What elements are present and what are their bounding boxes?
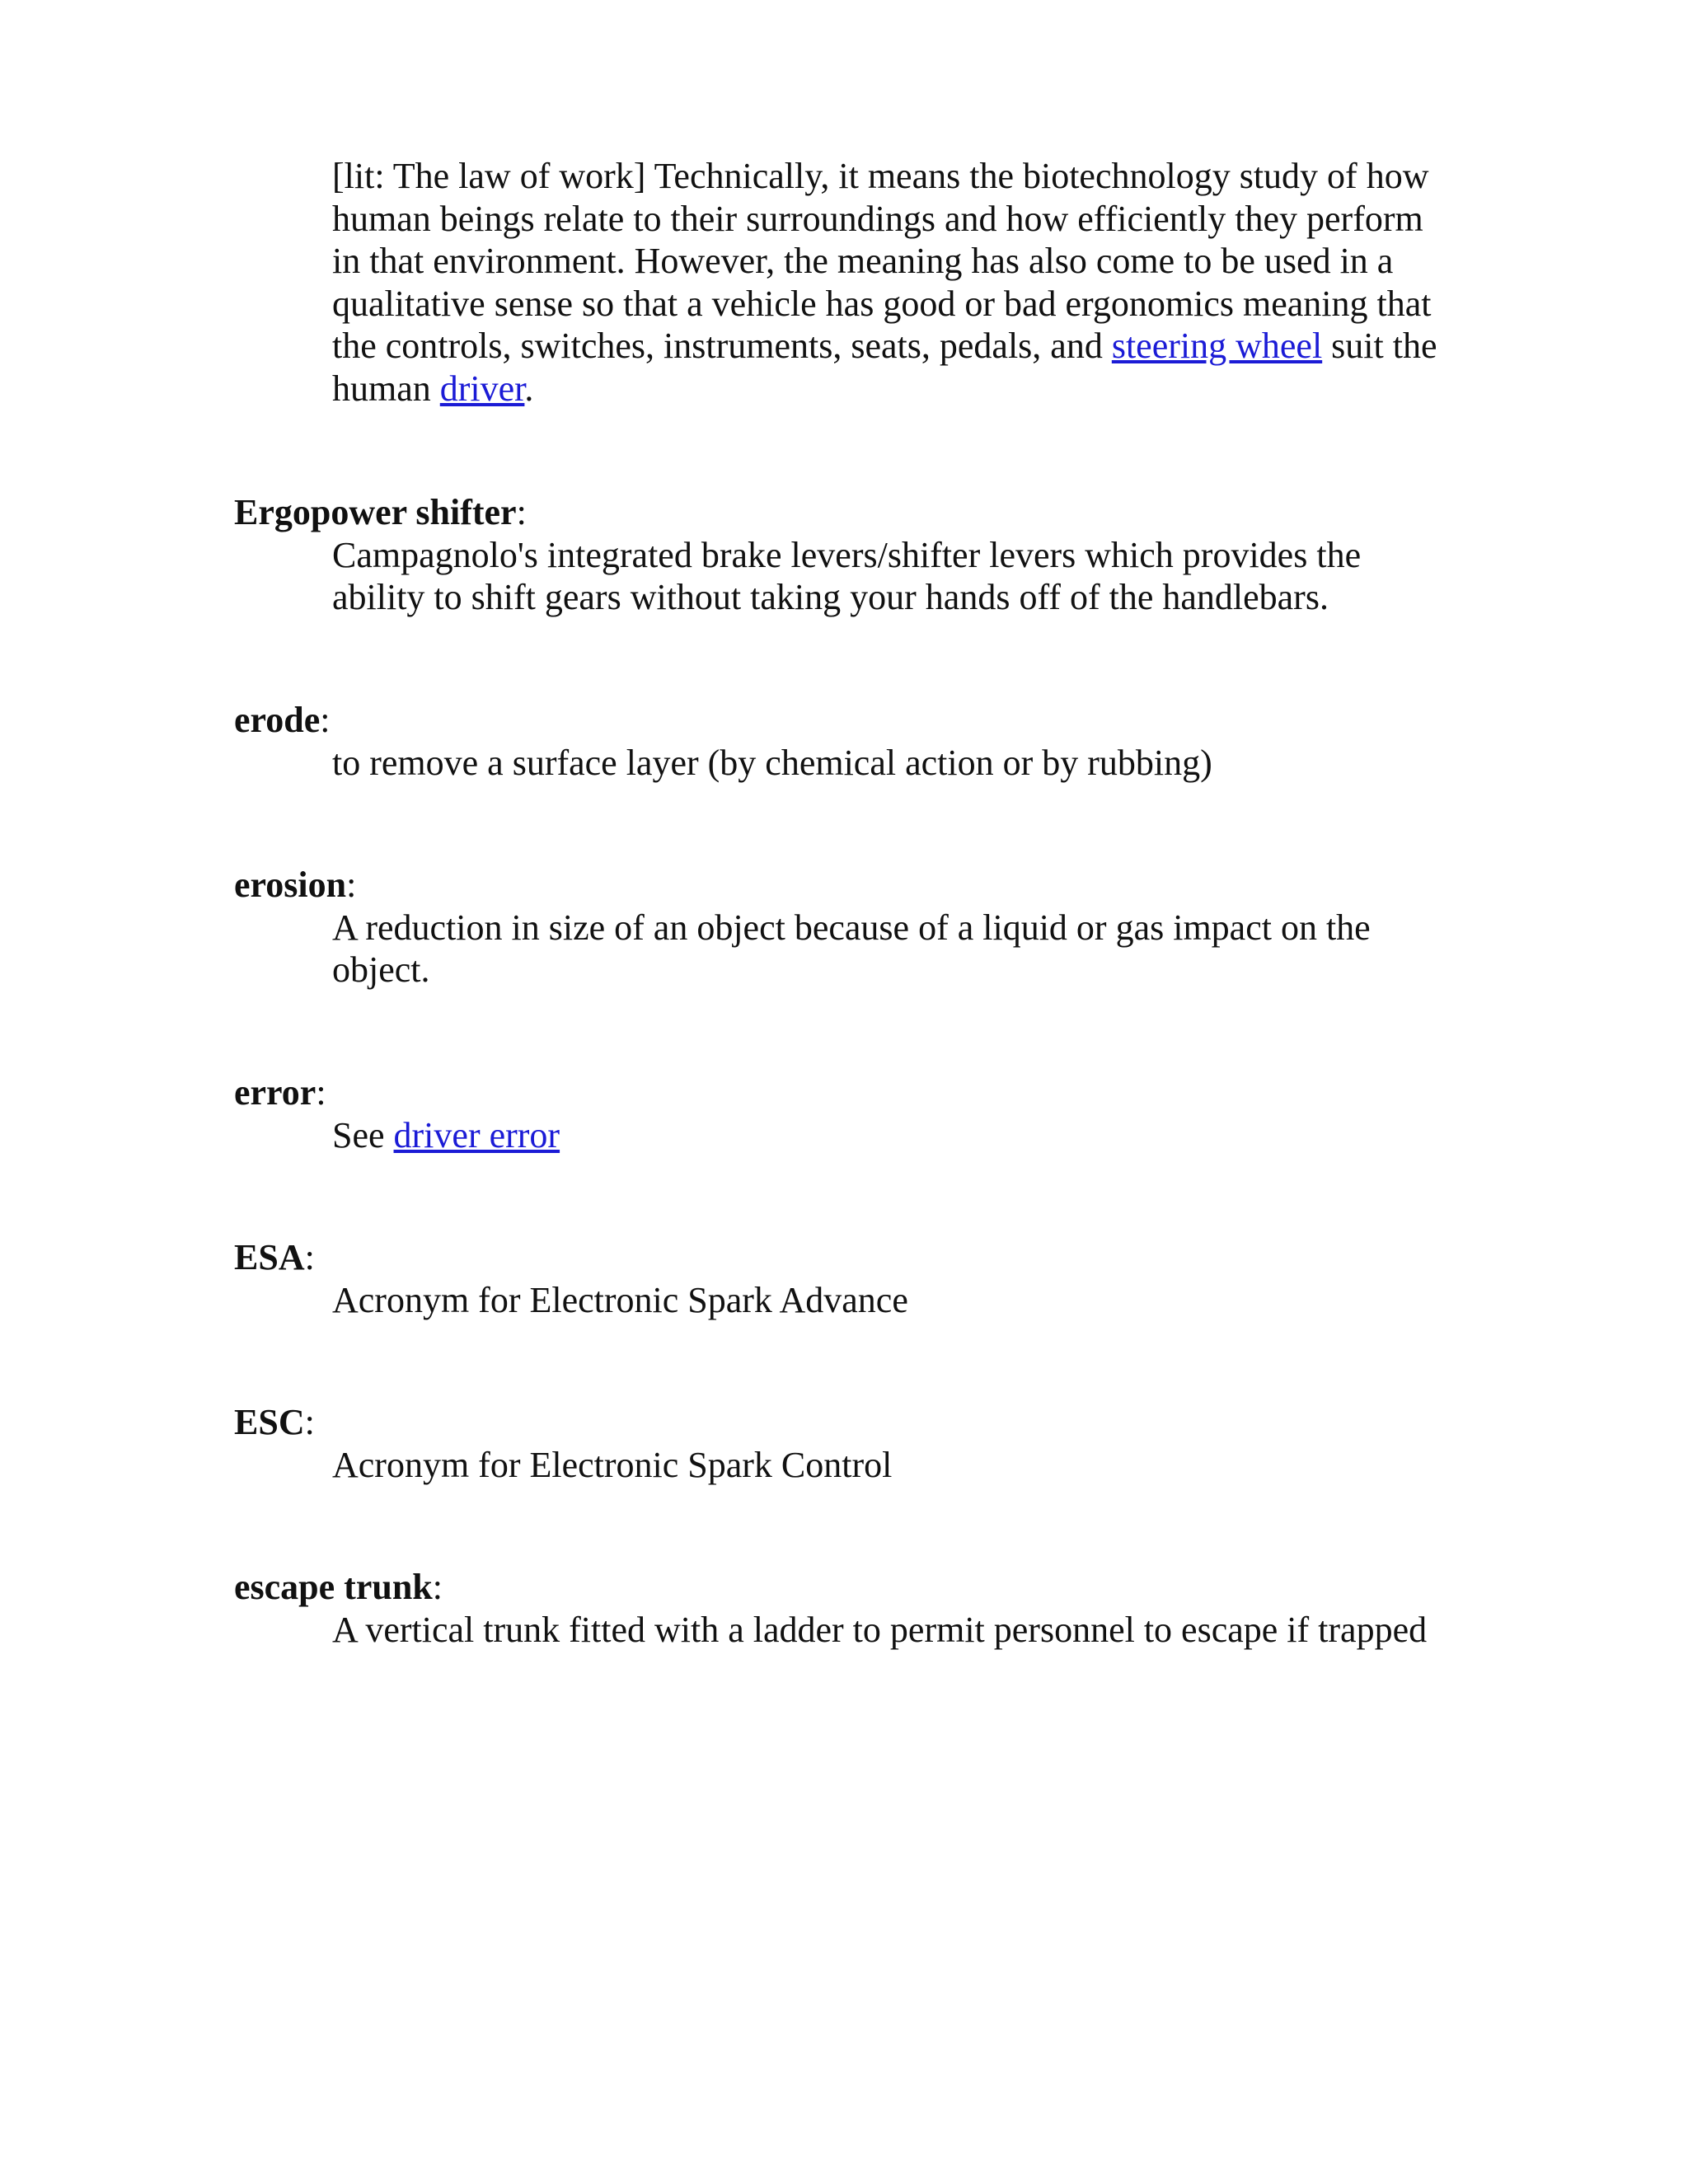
definition-prefix: See bbox=[332, 1114, 394, 1155]
entry-definition: A vertical trunk fitted with a ladder to permit personnel to escape if trapped bbox=[332, 1609, 1428, 1650]
glossary-entry-escape-trunk bbox=[234, 1566, 1454, 1651]
driver-link[interactable]: driver bbox=[439, 368, 525, 409]
driver-error-link[interactable]: driver error bbox=[393, 1114, 560, 1155]
definition-text: suit the human bbox=[332, 326, 1437, 409]
entry-definition: to remove a surface layer (by chemical action or by rubbing) bbox=[332, 742, 1212, 783]
term-name: erode bbox=[234, 700, 321, 740]
entry-term bbox=[234, 1566, 1454, 1609]
entry-definition: A reduction in size of an object because of a liquid or gas impact on the object. bbox=[332, 907, 1371, 990]
glossary-entry-error bbox=[234, 1071, 1454, 1156]
term-name: ESA bbox=[234, 1237, 305, 1277]
entry-term bbox=[234, 864, 1454, 907]
glossary-entry-ergopower-shifter bbox=[234, 491, 1454, 619]
ergonomics-definition bbox=[332, 155, 1445, 410]
steering-wheel-link[interactable]: steering wheel bbox=[1111, 326, 1323, 366]
term-colon: : bbox=[516, 492, 527, 532]
glossary-entry-erode bbox=[234, 699, 1454, 784]
glossary-entry-esa bbox=[234, 1236, 1454, 1321]
entry-term bbox=[234, 1236, 1454, 1279]
term-colon: : bbox=[346, 865, 357, 905]
definition-text: . bbox=[524, 368, 534, 409]
entry-term bbox=[234, 1071, 1454, 1114]
term-colon: : bbox=[316, 1072, 326, 1113]
entry-term bbox=[234, 699, 1454, 742]
term-colon: : bbox=[320, 700, 331, 740]
term-name: escape trunk bbox=[234, 1567, 433, 1607]
entry-definition: Campagnolo's integrated brake levers/shifter levers which provides the ability to shift gears without taking your hands off of the handlebars. bbox=[332, 534, 1362, 617]
entry-definition: Acronym for Electronic Spark Advance bbox=[332, 1279, 908, 1320]
entry-term bbox=[234, 1401, 1454, 1444]
term-colon: : bbox=[304, 1237, 315, 1277]
term-name: Ergopower shifter bbox=[234, 492, 517, 532]
term-colon: : bbox=[432, 1567, 443, 1607]
entry-definition bbox=[332, 1114, 1445, 1157]
entry-definition: Acronym for Electronic Spark Control bbox=[332, 1444, 893, 1485]
term-name: error bbox=[234, 1072, 316, 1113]
term-name: ESC bbox=[234, 1402, 305, 1442]
entry-term bbox=[234, 491, 1454, 534]
term-name: erosion bbox=[234, 865, 347, 905]
glossary-entry-erosion bbox=[234, 864, 1454, 991]
glossary-entry-esc bbox=[234, 1401, 1454, 1486]
definition-text: [lit: The law of work] Technically, it means the biotechnology study of how human beings relate to their surroundings and how efficiently they perform in that environment. However, the meaning has also come to be used in a qualitative sense so that a vehicle has good or bad ergonomics meaning that the controls, switches, instruments, seats, pedals, and bbox=[332, 156, 1432, 366]
term-colon: : bbox=[304, 1402, 315, 1442]
